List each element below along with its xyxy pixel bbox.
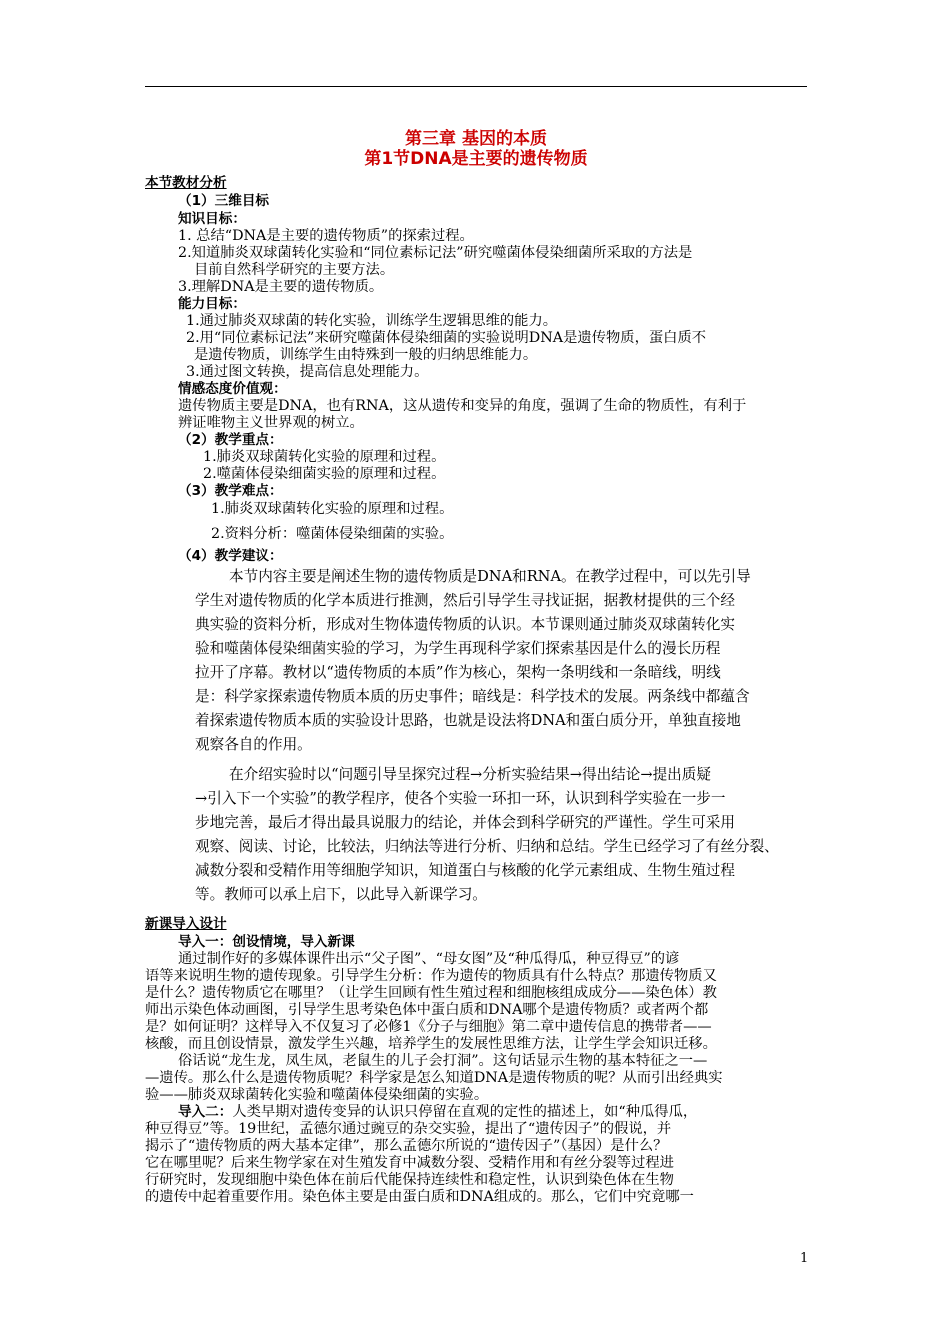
suggestion-line: 观察各自的作用。 [195, 736, 312, 753]
analysis-heading: 本节教材分析 [145, 175, 227, 191]
ability-line: 1.通过肺炎双球菌的转化实验，训练学生逻辑思维的能力。 [186, 313, 558, 329]
page-number: 1 [800, 1251, 809, 1266]
intro-one-line: —遗传。那么什么是遗传物质呢？科学家是怎么知道DNA是遗传物质的呢？从而引出经典实 [145, 1070, 723, 1086]
ability-heading: 能力目标： [178, 296, 246, 312]
emotion-heading: 情感态度价值观： [178, 381, 287, 397]
ability-line: 是遗传物质，训练学生由特殊到一般的归纳思维能力。 [194, 347, 538, 363]
intro-one-line: 通过制作好的多媒体课件出示“父子图”、“母女图”及“种瓜得瓜，种豆得豆”的谚 [178, 951, 680, 967]
suggestion-line: 典实验的资料分析，形成对生物体遗传物质的认识。本节课则通过肺炎双球菌转化实 [195, 616, 735, 633]
intro-one-line: 语等来说明生物的遗传现象。引导学生分析：作为遗传的物质具有什么特点？那遗传物质又 [145, 968, 717, 984]
difficulty-line: 1.肺炎双球菌转化实验的原理和过程。 [211, 501, 454, 517]
suggestion-line: 在介绍实验时以“问题引导呈探究过程→分析实验结果→得出结论→提出质疑 [229, 766, 711, 783]
difficulty-line: 2.资料分析：噬菌体侵染细菌的实验。 [211, 526, 454, 542]
intro-two-line: 的遗传中起着重要作用。染色体主要是由蛋白质和DNA组成的。那么，它们中究竟哪一 [145, 1189, 694, 1205]
suggestion-line: 验和噬菌体侵染细菌实验的学习，为学生再现科学家们探索基因是什么的漫长历程 [195, 640, 721, 657]
intro-heading: 新课导入设计 [145, 916, 227, 932]
suggestion-line: 是：科学家探索遗传物质本质的历史事件；暗线是：科学技术的发展。两条线中都蕴含 [195, 688, 750, 705]
intro-one-line: 核酸，而且创设情景，激发学生兴趣，培养学生的发展性思维方法，让学生学会知识迁移。 [145, 1036, 717, 1052]
key-point-line: 2.噬菌体侵染细菌实验的原理和过程。 [203, 466, 446, 482]
suggestion-line: 等。教师可以承上启下，以此导入新课学习。 [195, 886, 487, 903]
intro-two-first-line [178, 1104, 697, 1121]
knowledge-line: 3.理解DNA是主要的遗传物质。 [178, 279, 384, 295]
intro-one-line: 俗话说“龙生龙，凤生凤，老鼠生的儿子会打洞”。这句话显示生物的基本特征之一— [178, 1053, 708, 1069]
header-rule [145, 86, 807, 87]
intro-one-line: 验——肺炎双球菌转化实验和噬菌体侵染细菌的实验。 [145, 1087, 489, 1103]
goals-heading: （1）三维目标 [178, 193, 270, 209]
intro-two-line: 种豆得豆”等。19世纪，孟德尔通过豌豆的杂交实验，提出了“遗传因子”的假说，并 [145, 1121, 672, 1137]
intro-two-line: 揭示了“遗传物质的两大基本定律”，那么孟德尔所说的“遗传因子”（基因）是什么？ [145, 1138, 668, 1154]
emotion-line: 辨证唯物主义世界观的树立。 [178, 415, 364, 431]
intro-two-line: 它在哪里呢？后来生物学家在对生殖发育中减数分裂、受精作用和有丝分裂等过程进 [145, 1155, 674, 1171]
emotion-line: 遗传物质主要是DNA，也有RNA，这从遗传和变异的角度，强调了生命的物质性，有利于 [178, 398, 747, 414]
suggestion-line: 本节内容主要是阐述生物的遗传物质是DNA和RNA。在教学过程中，可以先引导 [229, 568, 751, 585]
difficulties-heading: （3）教学难点： [178, 483, 283, 499]
suggestion-line: →引入下一个实验”的教学程序，使各个实验一环扣一环，认识到科学实验在一步一 [195, 790, 726, 807]
intro-one-line: 是？如何证明？这样导入不仅复习了必修1《分子与细胞》第二章中遗传信息的携带者—— [145, 1019, 712, 1035]
suggestions-heading: （4）教学建议： [178, 548, 283, 564]
suggestion-line: 步地完善，最后才得出最具说服力的结论，并体会到科学研究的严谨性。学生可采用 [195, 814, 735, 831]
knowledge-line: 1. 总结“DNA是主要的遗传物质”的探索过程。 [178, 228, 474, 244]
knowledge-heading: 知识目标： [178, 211, 246, 227]
intro-two-first-text: 人类早期对遗传变异的认识只停留在直观的定性的描述上，如“种瓜得瓜， [232, 1104, 698, 1120]
suggestion-line: 减数分裂和受精作用等细胞学知识，知道蛋白与核酸的化学元素组成、生物生殖过程 [195, 862, 735, 879]
ability-line: 3.通过图文转换，提高信息处理能力。 [186, 364, 429, 380]
intro-one-line: 师出示染色体动画图，引导学生思考染色体中蛋白质和DNA哪个是遗传物质？或者两个都 [145, 1002, 709, 1018]
intro-two-label: 导入二： [178, 1104, 233, 1120]
suggestion-line: 着探索遗传物质本质的实验设计思路，也就是设法将DNA和蛋白质分开，单独直接地 [195, 712, 741, 729]
chapter-title: 第三章 基因的本质 [405, 129, 547, 149]
suggestion-line: 拉开了序幕。教材以“遗传物质的本质”作为核心，架构一条明线和一条暗线，明线 [195, 664, 721, 681]
key-points-heading: （2）教学重点： [178, 432, 283, 448]
intro-one-line: 是什么？遗传物质它在哪里？（让学生回顾有性生殖过程和细胞核组成成分——染色体）教 [145, 985, 717, 1001]
key-point-line: 1.肺炎双球菌转化实验的原理和过程。 [203, 449, 446, 465]
suggestion-line: 学生对遗传物质的化学本质进行推测，然后引导学生寻找证据，据教材提供的三个经 [195, 592, 735, 609]
intro-two-line: 行研究时，发现细胞中染色体在前后代能保持连续性和稳定性，认识到染色体在生物 [145, 1172, 674, 1188]
ability-line: 2.用“同位素标记法”来研究噬菌体侵染细菌的实验说明DNA是遗传物质，蛋白质不 [186, 330, 707, 346]
knowledge-line: 2.知道肺炎双球菌转化实验和“同位素标记法”研究噬菌体侵染细菌所采取的方法是 [178, 245, 693, 261]
section-title: 第1节DNA是主要的遗传物质 [364, 149, 588, 169]
knowledge-line: 目前自然科学研究的主要方法。 [194, 262, 395, 278]
suggestion-line: 观察、阅读、讨论，比较法，归纳法等进行分析、归纳和总结。学生已经学习了有丝分裂、 [195, 838, 779, 855]
intro-one-label: 导入一：创设情境，导入新课 [178, 934, 355, 950]
